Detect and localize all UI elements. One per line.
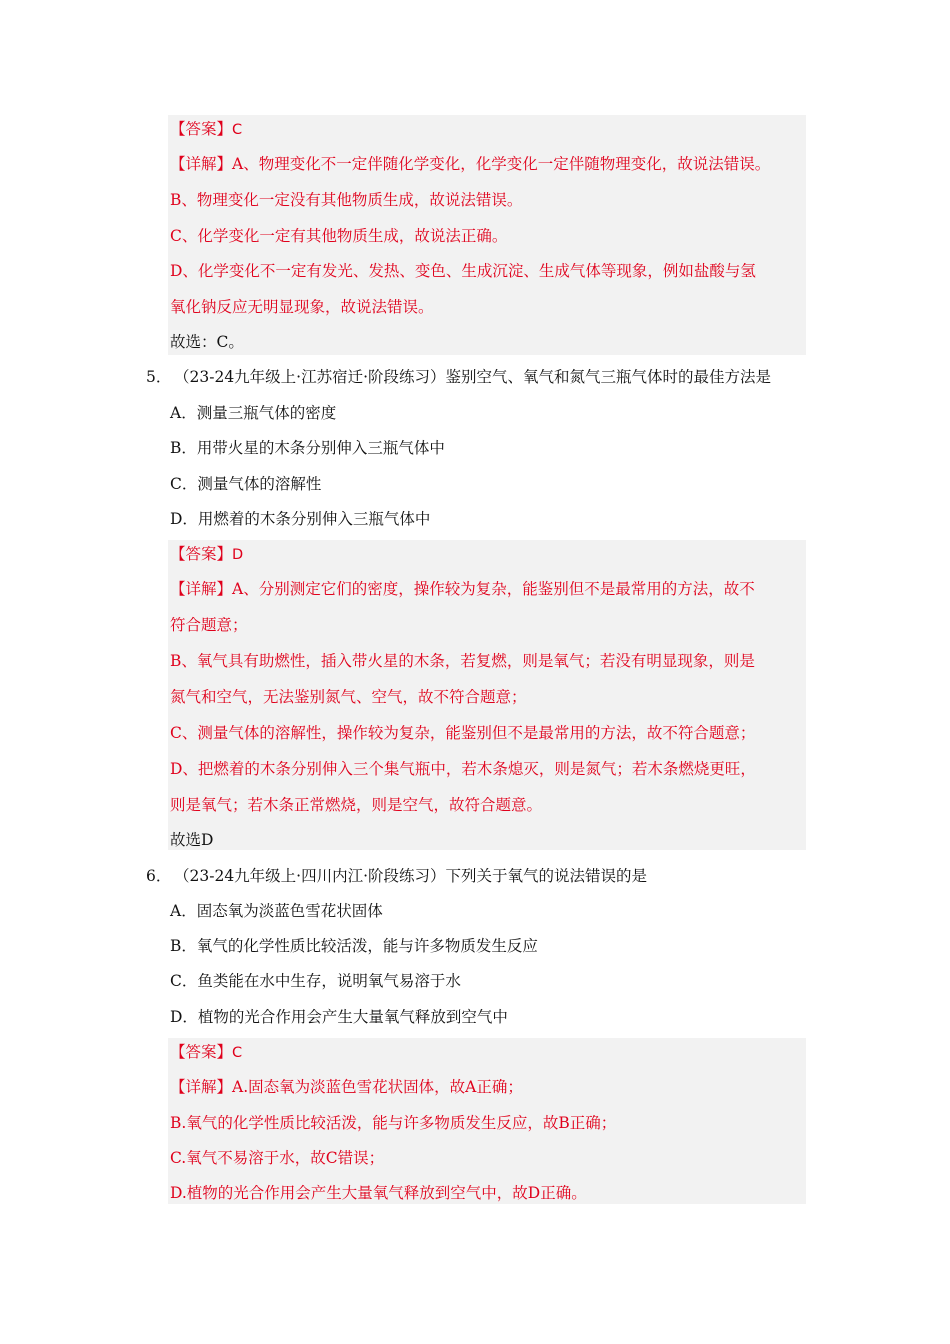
q6-option-c: C．鱼类能在水中生存，说明氧气易溶于水 [170, 972, 461, 990]
q5-option-b: B．用带火星的木条分别伸入三瓶气体中 [170, 439, 445, 457]
q4-detail-line-3: C、化学变化一定有其他物质生成，故说法正确。 [170, 227, 508, 245]
q5-detail-line-3: B、氧气具有助燃性，插入带火星的木条，若复燃，则是氧气；若没有明显现象，则是 [170, 652, 755, 670]
q5-detail-line-1: 【详解】A、分别测定它们的密度，操作较为复杂，能鉴别但不是最常用的方法，故不 [170, 580, 755, 598]
q6-answer: 【答案】C [170, 1043, 243, 1061]
q4-answer: 【答案】C [170, 120, 243, 138]
q6-option-b: B．氧气的化学性质比较活泼，能与许多物质发生反应 [170, 937, 538, 955]
q5-conclusion: 故选D [170, 831, 214, 849]
q6-detail-line-2: B.氧气的化学性质比较活泼，能与许多物质发生反应，故B正确； [170, 1114, 617, 1132]
q5-detail-line-6: D、把燃着的木条分别伸入三个集气瓶中，若木条熄灭，则是氮气；若木条燃烧更旺， [170, 760, 756, 778]
q6-stem: 6． （23-24九年级上·四川内江·阶段练习）下列关于氧气的说法错误的是 [146, 867, 648, 885]
q6-detail-line-1: 【详解】A.固态氧为淡蓝色雪花状固体，故A正确； [170, 1078, 523, 1096]
q4-detail-line-1: 【详解】A、物理变化不一定伴随化学变化，化学变化一定伴随物理变化，故说法错误。 [170, 155, 771, 173]
q5-number: 5． [146, 368, 172, 386]
q5-answer: 【答案】D [170, 545, 244, 563]
q6-detail-line-4: D.植物的光合作用会产生大量氧气释放到空气中，故D正确。 [170, 1184, 587, 1202]
q5-option-c: C．测量气体的溶解性 [170, 475, 322, 493]
q5-stem: 5． （23-24九年级上·江苏宿迁·阶段练习）鉴别空气、氧气和氮气三瓶气体时的最佳方法是 [146, 368, 772, 386]
q4-conclusion: 故选：C。 [170, 333, 244, 351]
q6-number: 6． [146, 867, 172, 885]
q4-detail-line-4: D、化学变化不一定有发光、发热、变色、生成沉淀、生成气体等现象，例如盐酸与氢 [170, 262, 756, 280]
q5-detail-line-5: C、测量气体的溶解性，操作较为复杂，能鉴别但不是最常用的方法，故不符合题意； [170, 724, 756, 742]
q4-detail-line-2: B、物理变化一定没有其他物质生成，故说法错误。 [170, 191, 523, 209]
q5-detail-line-2: 符合题意； [170, 616, 248, 634]
q5-option-a: A．测量三瓶气体的密度 [170, 404, 337, 422]
q5-option-d: D．用燃着的木条分别伸入三瓶气体中 [170, 510, 431, 528]
q5-detail-line-7: 则是氧气；若木条正常燃烧，则是空气，故符合题意。 [170, 796, 543, 814]
q5-detail-line-4: 氮气和空气，无法鉴别氮气、空气，故不符合题意； [170, 688, 527, 706]
q6-option-d: D．植物的光合作用会产生大量氧气释放到空气中 [170, 1008, 508, 1026]
q6-detail-line-3: C.氧气不易溶于水，故C错误； [170, 1149, 385, 1167]
q4-detail-line-5: 氧化钠反应无明显现象，故说法错误。 [170, 298, 434, 316]
q6-option-a: A．固态氧为淡蓝色雪花状固体 [170, 902, 383, 920]
